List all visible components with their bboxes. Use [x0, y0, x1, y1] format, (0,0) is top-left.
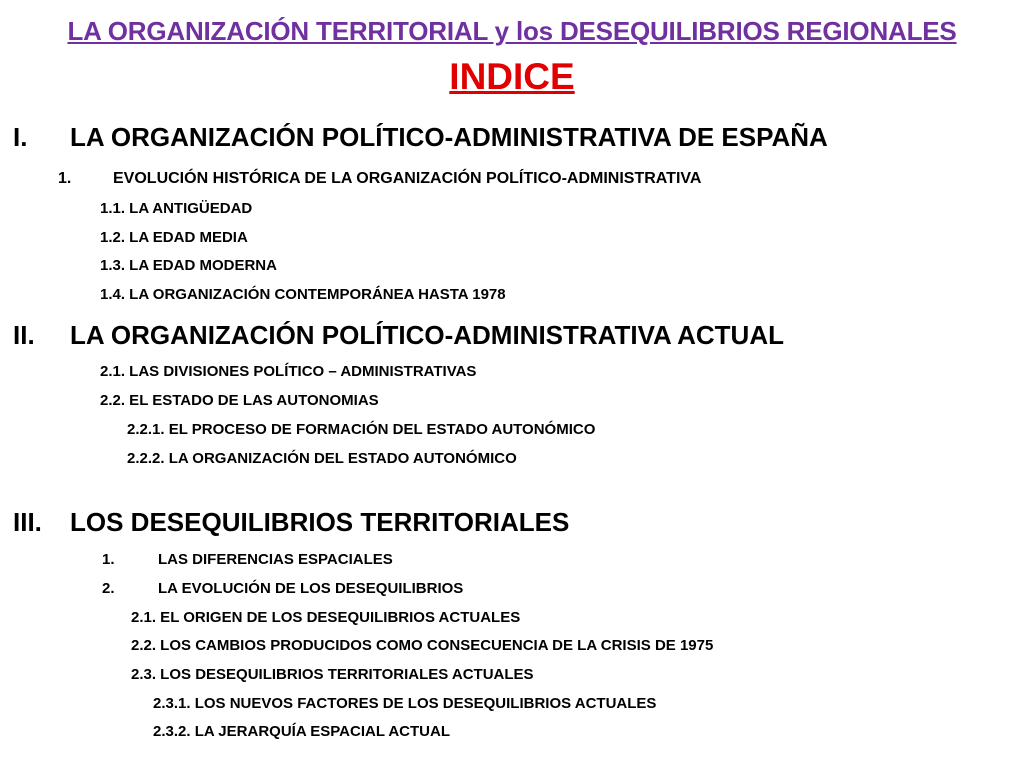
item-label: 2.2. LOS CAMBIOS PRODUCIDOS COMO CONSECUENCIA DE LA CRISIS DE 1975: [131, 637, 714, 654]
item-label: 1.2. LA EDAD MEDIA: [100, 229, 248, 246]
item-label: 2.2. EL ESTADO DE LAS AUTONOMIAS: [100, 392, 379, 409]
item-label: 1.1. LA ANTIGÜEDAD: [100, 200, 253, 217]
section-label: LA ORGANIZACIÓN POLÍTICO-ADMINISTRATIVA ACTUAL: [70, 320, 784, 350]
item-label: EVOLUCIÓN HISTÓRICA DE LA ORGANIZACIÓN POLÍTICO-ADMINISTRATIVA: [113, 170, 702, 187]
item-label: LA EVOLUCIÓN DE LOS DESEQUILIBRIOS: [158, 580, 464, 597]
section-number: II.: [13, 320, 35, 350]
slide-title: LA ORGANIZACIÓN TERRITORIAL y los DESEQUILIBRIOS REGIONALES: [67, 16, 957, 46]
item-label: 2.1. EL ORIGEN DE LOS DESEQUILIBRIOS ACTUALES: [131, 609, 521, 626]
item-label: 2.3.1. LOS NUEVOS FACTORES DE LOS DESEQUILIBRIOS ACTUALES: [153, 695, 657, 712]
item-number: 1.: [58, 170, 72, 187]
item-label: 2.3. LOS DESEQUILIBRIOS TERRITORIALES ACTUALES: [131, 666, 534, 683]
section-number: III.: [13, 507, 42, 537]
item-label: LAS DIFERENCIAS ESPACIALES: [158, 551, 393, 568]
item-label: 1.3. LA EDAD MODERNA: [100, 257, 277, 274]
item-label: 2.2.1. EL PROCESO DE FORMACIÓN DEL ESTADO AUTONÓMICO: [127, 421, 596, 438]
index-heading: INDICE: [449, 56, 575, 97]
item-number: 2.: [102, 580, 115, 597]
item-label: 1.4. LA ORGANIZACIÓN CONTEMPORÁNEA HASTA 1978: [100, 286, 506, 303]
item-label: 2.2.2. LA ORGANIZACIÓN DEL ESTADO AUTONÓMICO: [127, 450, 517, 467]
item-label: 2.1. LAS DIVISIONES POLÍTICO – ADMINISTRATIVAS: [100, 363, 477, 380]
section-label: LA ORGANIZACIÓN POLÍTICO-ADMINISTRATIVA DE ESPAÑA: [70, 122, 828, 152]
item-label: 2.3.2. LA JERARQUÍA ESPACIAL ACTUAL: [153, 723, 450, 740]
section-label: LOS DESEQUILIBRIOS TERRITORIALES: [70, 507, 570, 537]
item-number: 1.: [102, 551, 115, 568]
section-number: I.: [13, 122, 28, 152]
